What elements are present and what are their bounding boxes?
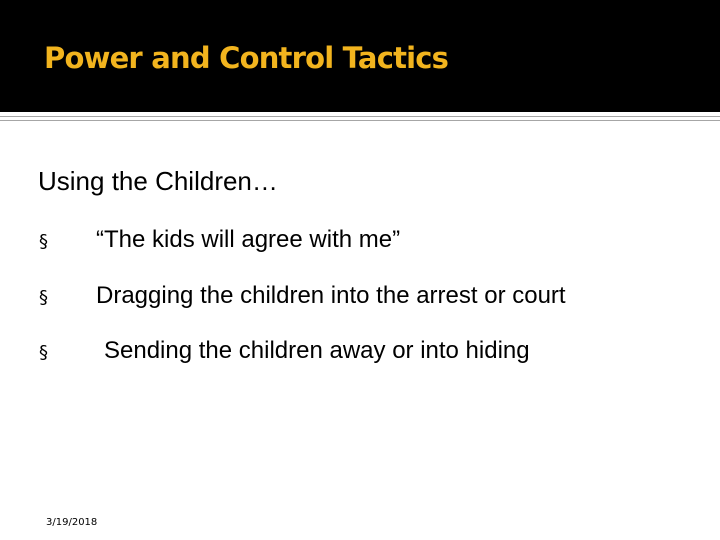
bullet-item bbox=[0, 282, 720, 316]
section-heading: Using the Children… bbox=[38, 166, 278, 196]
bullet-item bbox=[0, 226, 720, 260]
title-divider-top bbox=[0, 116, 720, 117]
title-band bbox=[0, 0, 720, 112]
bullet-text: Dragging the children into the arrest or court bbox=[96, 282, 566, 309]
bullet-text: “The kids will agree with me” bbox=[96, 226, 401, 253]
bullet-marker-icon: § bbox=[39, 287, 48, 308]
slide-date: 3/19/2018 bbox=[46, 517, 98, 528]
slide-title: Power and Control Tactics bbox=[44, 41, 449, 75]
bullet-marker-icon: § bbox=[39, 342, 48, 363]
bullet-item bbox=[0, 337, 720, 371]
bullet-text: Sending the children away or into hiding bbox=[104, 337, 530, 364]
title-divider-bottom bbox=[0, 120, 720, 121]
bullet-marker-icon: § bbox=[39, 231, 48, 252]
